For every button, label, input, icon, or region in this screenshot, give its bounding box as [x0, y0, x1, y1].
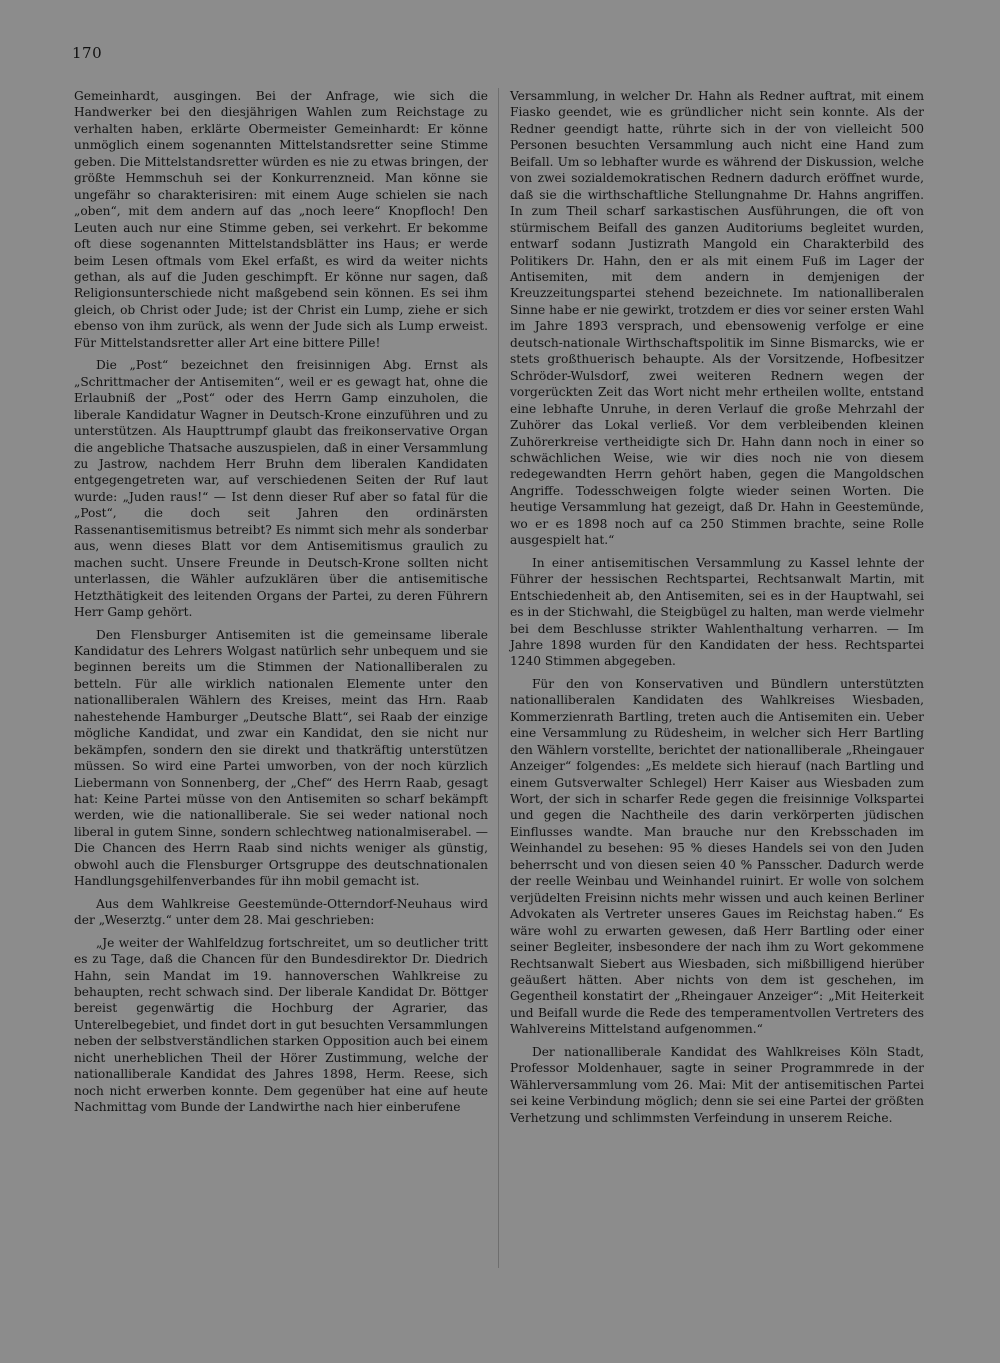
- paragraph: Versammlung, in welcher Dr. Hahn als Redner auftrat, mit einem Fiasko geendet, wie es gründlicher nicht sein konnte. Als der Redner geendigt hatte, rührte sich in der von vielleicht 500 Personen besuchten Versammlung auch nicht eine Hand zum Beifall. Um so lebhafter wurde es während der Diskussion, welche von zwei sozialdemokratischen Rednern dadurch eröffnet wurde, daß sie die wirthschaftliche Stellungnahme Dr. Hahns angriffen. In zum Theil scharf sarkastischen Ausführungen, die oft von stürmischem Beifall des ganzen Auditoriums begleitet wurden, entwarf sodann Justizrath Mangold ein Charakterbild des Politikers Dr. Hahn, den er als mit einem Fuß im Lager der Antisemiten, mit dem andern in demjenigen der Kreuzzeitungspartei stehend bezeichnete. Im nationalliberalen Sinne habe er nie gewirkt, trotzdem er dies vor seiner ersten Wahl im Jahre 1893 versprach, und ebensowenig verfolge er eine deutsch-nationale Wirthschaftspolitik im Sinne Bismarcks, wie er stets großthuerisch behaupte. Als der Vorsitzende, Hofbesitzer Schröder-Wulsdorf, zwei weiteren Rednern wegen der vorgerückten Zeit das Wort nicht mehr ertheilen wollte, entstand eine lebhafte Unruhe, in deren Verlauf die große Mehrzahl der Zuhörer das Lokal verließ. Vor dem verbleibenden kleinen Zuhörerkreise vertheidigte sich Dr. Hahn dann noch in einer so schwächlichen Weise, wie wir dies noch nie von diesem redegewandten Herrn gehört haben, gegen die Mangoldschen Angriffe. Todesschweigen folgte wieder seinen Worten. Die heutige Versammlung hat gezeigt, daß Dr. Hahn in Geestemünde, wo er es 1898 noch auf ca 250 Stimmen brachte, seine Rolle ausgespielt hat.“: [510, 89, 924, 548]
- page-number: 170: [72, 44, 103, 62]
- paragraph: Aus dem Wahlkreise Geestemünde-Otterndorf-Neuhaus wird der „Weserztg.“ unter dem 28. Mai geschrieben:: [74, 896, 488, 928]
- right-column: [510, 88, 924, 1132]
- paragraph: Den Flensburger Antisemiten ist die gemeinsame liberale Kandidatur des Lehrers Wolgast natürlich sehr unbequem und sie beginnen bereits um die Stimmen der Nationalliberalen zu betteln. Für alle wirklich nationalen Elemente unter den nationalliberalen Wählern des Kreises, meint das Hrn. Raab nahestehende Hamburger „Deutsche Blatt“, sei Raab der einzige mögliche Kandidat, und zwar ein Kandidat, den sie nicht nur bekämpfen, sondern den sie direkt und thatkräftig unterstützen müssen. So wird eine Partei umworben, von der noch kürzlich Liebermann von Sonnenberg, der „Chef“ des Herrn Raab, gesagt hat: Keine Partei müsse von den Antisemiten so scharf bekämpft werden, wie die nationalliberale. Sie sei weder national noch liberal in gutem Sinne, sondern schlechtweg nationalmiserabel. — Die Chancen des Herrn Raab sind nichts weniger als günstig, obwohl auch die Flensburger Ortsgruppe des deutschnationalen Handlungsgehilfenverbandes für ihn mobil gemacht ist.: [74, 627, 488, 889]
- paragraph: Gemeinhardt, ausgingen. Bei der Anfrage, wie sich die Handwerker bei den diesjährigen Wahlen zum Reichstage zu verhalten haben, erklärte Obermeister Gemeinhardt: Er könne unmöglich einem sogenannten Mittelstandsretter seine Stimme geben. Die Mittelstandsretter würden es nie zu etwas bringen, der größte Hemmschuh sei der Konkurrenzneid. Man könne sie ungefähr so charakterisiren: mit einem Auge schielen sie nach „oben“, mit dem andern auf das „noch leere“ Knopfloch! Den Leuten auch nur eine Stimme geben, sei verkehrt. Er bekomme oft diese sogenannten Mittelstandsblätter ins Haus; er werde beim Lesen oftmals vom Ekel erfaßt, es wird da weiter nichts gethan, als auf die Juden geschimpft. Er könne nur sagen, daß Religionsunterschiede nicht maßgebend sein können. Es sei ihm gleich, ob Christ oder Jude; ist der Christ ein Lump, ziehe er sich ebenso von ihm zurück, als wenn der Jude sich als Lump erweist. Für Mittelstandsretter aller Art eine bittere Pille!: [74, 89, 488, 350]
- quoted-paragraph: „Je weiter der Wahlfeldzug fortschreitet, um so deutlicher tritt es zu Tage, daß die Chancen für den Bundesdirektor Dr. Diedrich Hahn, sein Mandat im 19. hannoverschen Wahlkreise zu behaupten, recht schwach sind. Der liberale Kandidat Dr. Böttger bereist gegenwärtig die Hochburg der Agrarier, das Unterelbegebiet, und findet dort in gut besuchten Versammlungen neben der selbstverständlichen starken Opposition auch bei einem nicht unerheblichen Theil der Hörer Zustimmung, welche der nationalliberale Kandidat des Jahres 1898, Herm. Reese, sich noch nicht erwerben konnte. Dem gegenüber hat eine auf heute Nachmittag vom Bunde der Landwirthe nach hier einberufene: [74, 935, 488, 1115]
- left-column: [74, 88, 488, 1122]
- paragraph: Für den von Konservativen und Bündlern unterstützten nationalliberalen Kandidaten des Wahlkreises Wiesbaden, Kommerzienrath Bartling, treten auch die Antisemiten ein. Ueber eine Versammlung zu Rüdesheim, in welcher sich Herr Bartling den Wählern vorstellte, berichtet der nationalliberale „Rheingauer Anzeiger“ folgendes: „Es meldete sich hierauf (nach Bartling und einem Gutsverwalter Schlegel) Herr Kaiser aus Wiesbaden zum Wort, der sich in scharfer Rede gegen die freisinnige Volkspartei und gegen die Nachtheile des darin verkörperten jüdischen Einflusses wandte. Man brauche nur den Krebsschaden im Weinhandel zu besehen: 95 % dieses Handels sei von den Juden beherrscht und von diesen seien 40 % Pansscher. Dadurch werde der reelle Weinbau und Weinhandel ruinirt. Er wolle von solchem verjüdelten Freisinn nichts mehr wissen und auch keinen Berliner Advokaten als Vertreter unseres Gaues im Reichstag haben.“ Es wäre wohl zu erwarten gewesen, daß Herr Bartling oder einer seiner Begleiter, insbesondere der nach ihm zu Wort gekommene Rechtsanwalt Siebert aus Wiesbaden, sich mißbilligend hierüber geäußert hätten. Aber nichts von dem ist geschehen, im Gegentheil konstatirt der „Rheingauer Anzeiger“: „Mit Heiterkeit und Beifall wurde die Rede des temperamentvollen Vertreters des Wahlvereins Mittelstand aufgenommen.“: [510, 676, 924, 1037]
- paragraph: In einer antisemitischen Versammlung zu Kassel lehnte der Führer der hessischen Rechtspartei, Rechtsanwalt Martin, mit Entschiedenheit ab, den Antisemiten, sei es in der Hauptwahl, sei es in der Stichwahl, die Steigbügel zu halten, man werde vielmehr bei dem Beschlusse strikter Wahlenthaltung verharren. — Im Jahre 1898 wurden für den Kandidaten der hess. Rechtspartei 1240 Stimmen abgegeben.: [510, 555, 924, 669]
- column-divider: [498, 88, 499, 1268]
- paragraph: Die „Post“ bezeichnet den freisinnigen Abg. Ernst als „Schrittmacher der Antisemiten“, weil er es gewagt hat, ohne die Erlaubniß der „Post“ oder des Herrn Gamp einzuholen, die liberale Kandidatur Wagner in Deutsch-Krone einzuführen und zu unterstützen. Als Haupttrumpf glaubt das freikonservative Organ die angebliche Thatsache auszuspielen, daß in einer Versammlung zu Jastrow, nachdem Herr Bruhn dem liberalen Kandidaten entgegengetreten war, auf verschiedenen Seiten der Ruf laut wurde: „Juden raus!“ — Ist denn dieser Ruf aber so fatal für die „Post“, die doch seit Jahren den ordinärsten Rassenantisemitismus betreibt? Es nimmt sich mehr als sonderbar aus, wenn dieses Blatt vor dem Antisemitismus graulich zu machen sucht. Unsere Freunde in Deutsch-Krone sollten nicht unterlassen, die Wähler aufzuklären über die antisemitische Hetzthätigkeit des leitenden Organs der Partei, zu deren Führern Herr Gamp gehört.: [74, 358, 488, 620]
- paragraph: Der nationalliberale Kandidat des Wahlkreises Köln Stadt, Professor Moldenhauer, sagte in seiner Programmrede in der Wählerversammlung vom 26. Mai: Mit der antisemitischen Partei sei keine Verbindung möglich; denn sie sei eine Partei der größten Verhetzung und schlimmsten Verfeindung in unserem Reiche.: [510, 1044, 924, 1125]
